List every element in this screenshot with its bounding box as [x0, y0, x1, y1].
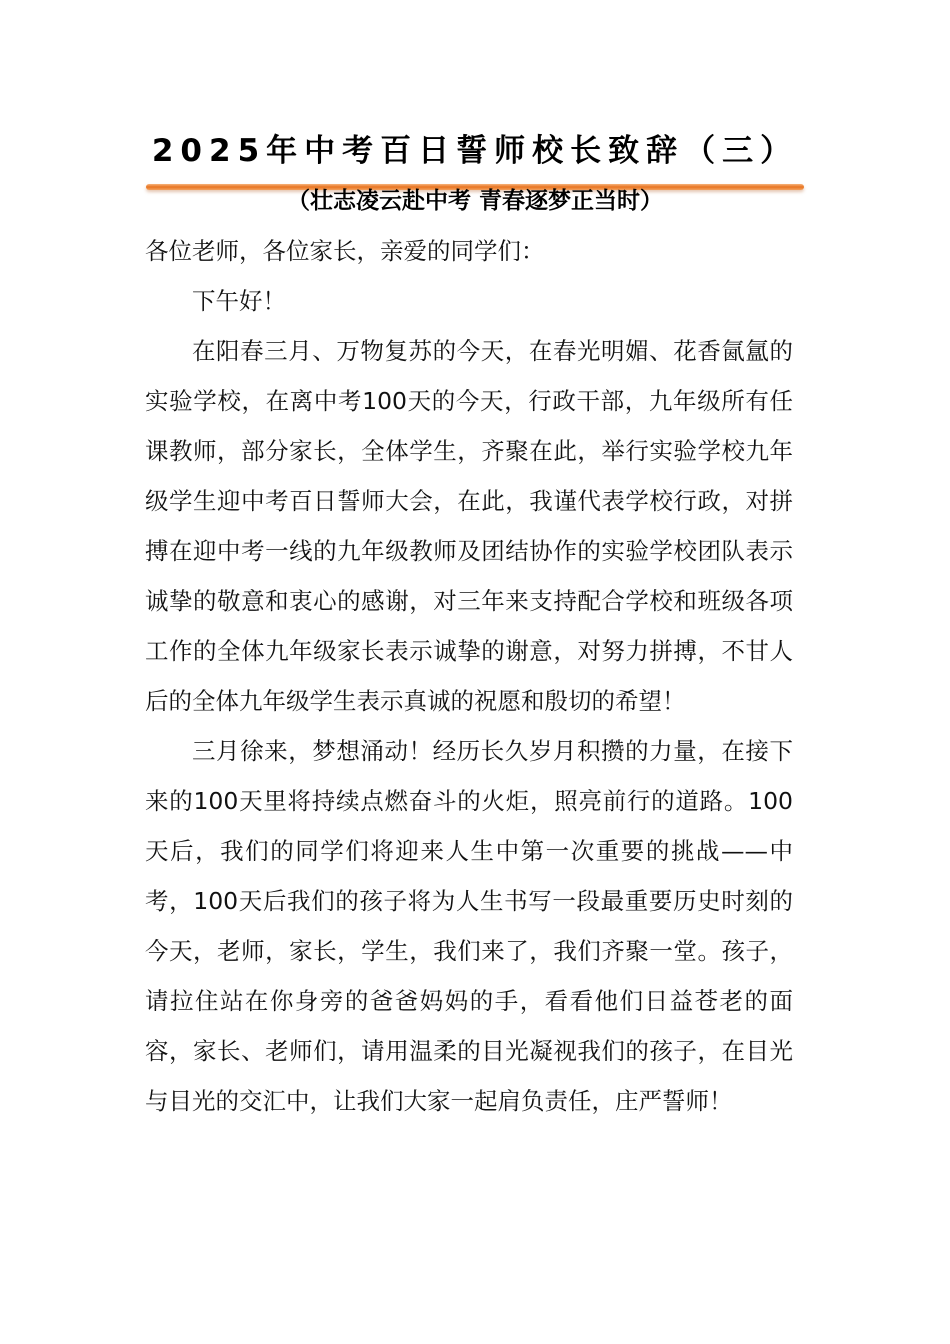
- document-subtitle: （壮志凌云赴中考 青春逐梦正当时）: [286, 188, 663, 214]
- paragraph-opening: 在阳春三月、万物复苏的今天，在春光明媚、花香氤氲的实验学校，在离中考100天的今天，行政干部，九年级所有任课教师，部分家长，全体学生，齐聚在此，举行实验学校九年级学生迎中考百日誓师大会，在此，我谨代表学校行政，对拼搏在迎中考一线的九年级教师及团结协作的实验学校团队表示诚挚的敬意和衷心的感谢，对三年来支持配合学校和班级各项工作的全体九年级家长表示诚挚的谢意，对努力拼搏，不甘人后的全体九年级学生表示真诚的祝愿和殷切的希望！: [145, 337, 793, 715]
- salutation: 各位老师，各位家长，亲爱的同学们：: [145, 237, 545, 265]
- document-body: [145, 226, 793, 1126]
- paragraph-greeting: 下午好！: [192, 287, 286, 315]
- document-title: 2025年中考百日誓师校长致辞（三）: [151, 133, 799, 169]
- paragraph-march: 三月徐来，梦想涌动！经历长久岁月积攒的力量，在接下来的100天里将持续点燃奋斗的火炬，照亮前行的道路。100天后，我们的同学们将迎来人生中第一次重要的挑战——中考，100天后我们的孩子将为人生书写一段最重要历史时刻的今天，老师，家长，学生，我们来了，我们齐聚一堂。孩子，请拉住站在你身旁的爸爸妈妈的手，看看他们日益苍老的面容，家长、老师们，请用温柔的目光凝视我们的孩子，在目光与目光的交汇中，让我们大家一起肩负责任，庄严誓师！: [145, 737, 793, 1115]
